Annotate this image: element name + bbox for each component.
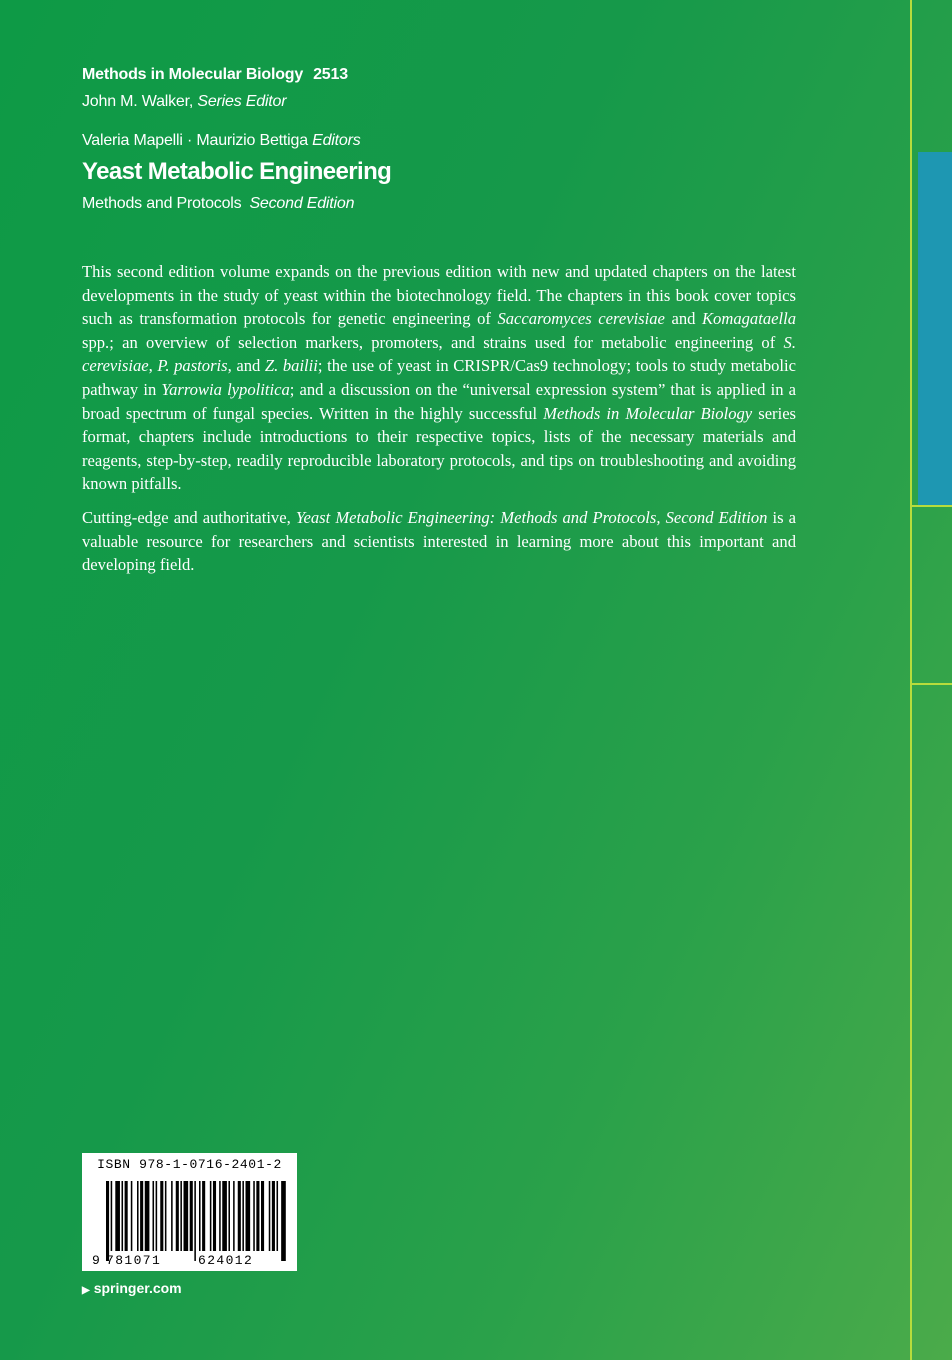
barcode-bar	[115, 1181, 120, 1251]
p1-segment: Komagataella	[701, 309, 796, 329]
subtitle-line	[82, 195, 354, 213]
edge-tick-1	[912, 505, 952, 507]
website-text: springer.com	[93, 1280, 182, 1296]
p2-segment: is a valuable resource for researchers and scientists interested in learning more about this important and developing field.	[82, 507, 796, 575]
website-link[interactable]	[82, 1280, 182, 1296]
barcode-bar	[199, 1181, 201, 1251]
description	[82, 260, 796, 587]
barcode-bar	[176, 1181, 179, 1251]
barcode-bar	[261, 1181, 264, 1251]
barcode-bar	[140, 1181, 143, 1251]
p1-segment: This second edition volume expands on the previous edition with new and updated chapters on the latest developments in the study of yeast within the biotechnology field. The chapters in this book cover topics such as transformation protocols for genetic engineering of	[82, 262, 796, 329]
p1-segment: series format, chapters include introductions to their respective topics, lists of the necessary materials and reagents, step-by-step, readily reproducible laboratory protocols, and tips on troubleshooting and avoiding known pitfalls.	[82, 403, 797, 494]
editors-role: Editors	[312, 132, 361, 149]
description-paragraph-2	[82, 506, 796, 577]
barcode-bar	[238, 1181, 241, 1251]
barcode-bar	[272, 1181, 275, 1251]
isbn-barcode	[82, 1153, 297, 1271]
barcode-bar	[246, 1181, 251, 1251]
barcode-bar	[213, 1181, 216, 1251]
series-editor-line	[82, 93, 286, 111]
p1-segment: ,	[148, 356, 158, 376]
series-editor-name: John M. Walker,	[82, 93, 194, 110]
barcode-bar	[233, 1181, 235, 1251]
barcode-bar	[180, 1181, 182, 1251]
barcode-digits-left: 781071	[106, 1253, 162, 1268]
edge-line	[910, 0, 912, 1360]
barcode-bar	[171, 1181, 173, 1251]
isbn-label: ISBN 978-1-0716-2401-2	[97, 1157, 282, 1172]
edge-tick-2	[912, 683, 952, 685]
p1-segment: spp.; an overview of selection markers, promoters, and strains used for metabolic engineering of	[82, 332, 784, 352]
p1-segment: Methods in Molecular Biology	[543, 403, 753, 423]
p1-segment: Z. bailii	[264, 356, 318, 376]
barcode-digit-first: 9	[92, 1253, 100, 1268]
p1-segment: Saccaromyces cerevisiae	[497, 309, 665, 329]
series-line	[82, 66, 348, 84]
series-name: Methods in Molecular Biology	[82, 66, 304, 83]
p2-segment: Yeast Metabolic Engineering: Methods and Protocols, Second Edition	[295, 507, 768, 527]
description-paragraph-1	[82, 260, 796, 496]
barcode-bar	[190, 1181, 193, 1251]
edition: Second Edition	[249, 195, 355, 212]
barcode-bar	[125, 1181, 128, 1251]
barcode-bar	[131, 1181, 133, 1251]
barcode-bar	[281, 1181, 286, 1261]
barcode-bar	[210, 1181, 212, 1251]
barcode-bar	[156, 1181, 158, 1251]
barcode-bar	[219, 1181, 221, 1251]
barcode-bar	[269, 1181, 271, 1251]
barcode-bar	[160, 1181, 163, 1251]
barcode-bar	[222, 1181, 227, 1251]
series-editor-role: Series Editor	[197, 93, 287, 110]
barcode-bar	[153, 1181, 155, 1251]
p1-segment: S. cerevisiae	[82, 332, 796, 376]
barcode-bar	[111, 1181, 113, 1251]
p1-segment: Yarrowia lypolitica	[161, 379, 290, 399]
p2-segment: Cutting-edge and authoritative,	[82, 507, 296, 527]
editor-names: Valeria Mapelli · Maurizio Bettiga	[82, 132, 308, 149]
barcode-bar	[202, 1181, 205, 1251]
subtitle: Methods and Protocols	[82, 195, 242, 212]
series-number: 2513	[313, 66, 348, 83]
barcode-digits-right: 624012	[198, 1253, 254, 1268]
barcode-bar	[194, 1181, 196, 1261]
barcode-bar	[145, 1181, 150, 1251]
barcode-bar	[137, 1181, 139, 1251]
barcode-bar	[228, 1181, 230, 1251]
arrow-icon: ▶	[82, 1285, 90, 1296]
barcode-bar	[253, 1181, 255, 1251]
p1-segment: , and	[227, 356, 265, 376]
barcode-bar	[165, 1181, 167, 1251]
barcode-bar	[277, 1181, 279, 1251]
editors-line	[82, 132, 361, 150]
p1-segment: P. pastoris	[157, 356, 228, 376]
p1-segment: ; the use of yeast in CRISPR/Cas9 technology; tools to study metabolic pathway in	[82, 356, 797, 399]
barcode-bar	[184, 1181, 189, 1251]
book-title: Yeast Metabolic Engineering	[82, 158, 392, 185]
p1-segment: ; and a discussion on the “universal expression system” that is applied in a broad spectrum of fungal species. Written in the highly successful	[82, 379, 796, 423]
barcode-bar	[256, 1181, 259, 1251]
barcode-bar	[242, 1181, 244, 1251]
p1-segment: and	[664, 309, 702, 329]
edge-color-tab	[918, 152, 952, 506]
barcode-bar	[106, 1181, 109, 1261]
barcode-bar	[122, 1181, 124, 1251]
